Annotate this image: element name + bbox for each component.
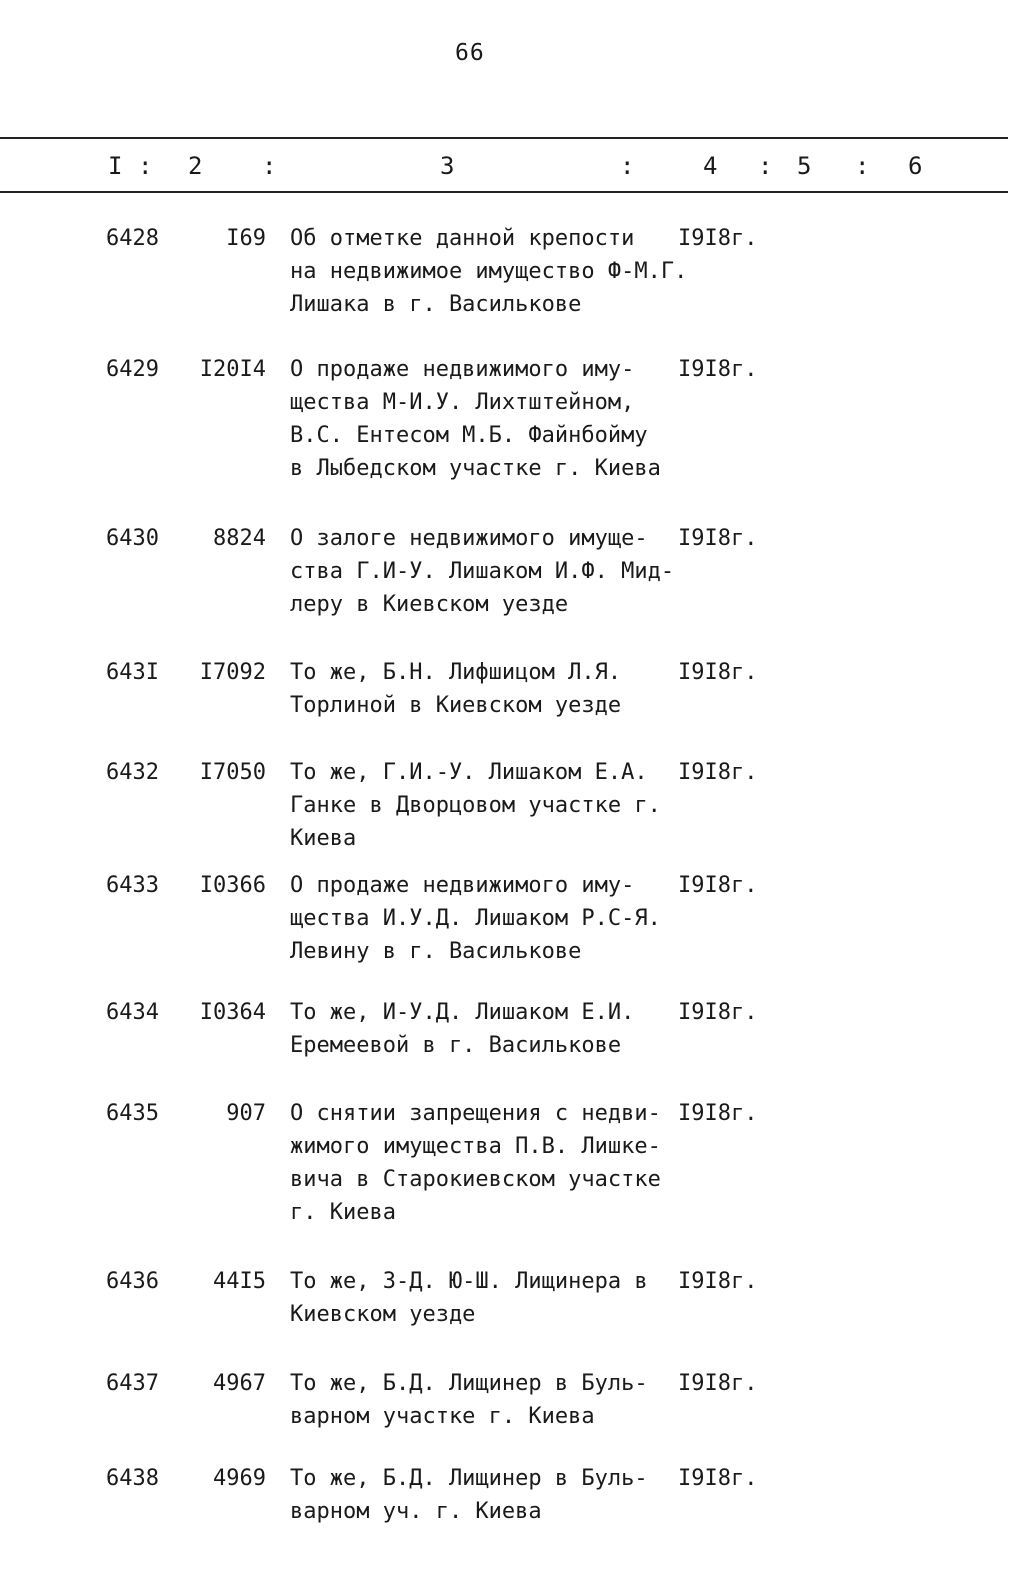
description-line: То же, З-Д. Ю-Ш. Лищинера в (290, 1269, 648, 1294)
entry-year: I9I8г. (678, 1269, 758, 1294)
description-line: О снятии запрещения с недви- (290, 1101, 661, 1126)
column-separator: : (855, 152, 870, 180)
entry-year: I9I8г. (678, 873, 758, 898)
entry-year: I9I8г. (678, 1371, 758, 1396)
entry-file-number: 907 (226, 1101, 266, 1126)
description-line: ства Г.И-У. Лишаком И.Ф. Мид- (290, 559, 675, 584)
description-line: леру в Киевском уезде (290, 592, 569, 617)
description-line: в Лыбедском участке г. Киева (290, 456, 661, 481)
entry-description (290, 656, 680, 722)
entry-description (290, 222, 688, 321)
entry-description (290, 522, 680, 621)
description-line: Киевском уезде (290, 1302, 476, 1327)
description-line: Левину в г. Василькове (290, 939, 582, 964)
description-line: Киева (290, 826, 357, 851)
column-header-4: 4 (703, 152, 718, 180)
description-line: варном участке г. Киева (290, 1404, 595, 1429)
entry-file-number: I0364 (199, 1000, 266, 1025)
entry-year: I9I8г. (678, 226, 758, 251)
description-line: То же, Б.Д. Лищинер в Буль- (290, 1371, 648, 1396)
entry-file-number: I7092 (199, 660, 266, 685)
entry-file-number: 8824 (213, 526, 266, 551)
entry-description (290, 1462, 680, 1528)
description-line: щества И.У.Д. Лишаком Р.С-Я. (290, 906, 661, 931)
column-header-3: 3 (440, 152, 455, 180)
entry-file-number: 4969 (213, 1466, 266, 1491)
entry-description (290, 869, 680, 968)
entry-description (290, 996, 680, 1062)
description-line: щества М-И.У. Лихтштейном, (290, 390, 635, 415)
entry-number: 6430 (106, 526, 159, 551)
description-line: вича в Старокиевском участке (290, 1167, 661, 1192)
description-line: То же, Б.Н. Лифшицом Л.Я. (290, 660, 622, 685)
entry-file-number: I69 (226, 226, 266, 251)
entry-number: 6437 (106, 1371, 159, 1396)
column-header-6: 6 (908, 152, 923, 180)
description-line: Лишака в г. Василькове (290, 292, 582, 317)
entry-file-number: 44I5 (213, 1269, 266, 1294)
description-line: на недвижимое имущество Ф-М.Г. (290, 259, 688, 284)
entry-number: 6438 (106, 1466, 159, 1491)
entry-number: 643I (106, 660, 159, 685)
entry-year: I9I8г. (678, 1101, 758, 1126)
description-line: жимого имущества П.В. Лишке- (290, 1134, 661, 1159)
entry-year: I9I8г. (678, 526, 758, 551)
entry-number: 6429 (106, 357, 159, 382)
column-separator: : (758, 152, 773, 180)
entry-description (290, 1367, 680, 1433)
column-separator: : (138, 152, 153, 180)
header-rule-bottom (0, 191, 1008, 193)
entry-description (290, 756, 680, 855)
entry-file-number: 4967 (213, 1371, 266, 1396)
column-separator: : (262, 152, 277, 180)
entry-file-number: I7050 (199, 760, 266, 785)
description-line: Ганке в Дворцовом участке г. (290, 793, 661, 818)
entry-number: 6432 (106, 760, 159, 785)
entry-year: I9I8г. (678, 760, 758, 785)
entry-description (290, 353, 680, 485)
entry-year: I9I8г. (678, 660, 758, 685)
description-line: г. Киева (290, 1200, 396, 1225)
column-header-5: 5 (797, 152, 812, 180)
entry-year: I9I8г. (678, 357, 758, 382)
entry-number: 6435 (106, 1101, 159, 1126)
description-line: О продаже недвижимого иму- (290, 357, 635, 382)
column-header-2: 2 (188, 152, 203, 180)
entry-year: I9I8г. (678, 1000, 758, 1025)
column-header-1: I (108, 152, 123, 180)
entry-number: 6433 (106, 873, 159, 898)
description-line: О продаже недвижимого иму- (290, 873, 635, 898)
description-line: То же, И-У.Д. Лишаком Е.И. (290, 1000, 635, 1025)
entry-year: I9I8г. (678, 1466, 758, 1491)
header-rule-top (0, 137, 1008, 139)
description-line: варном уч. г. Киева (290, 1499, 542, 1524)
description-line: То же, Г.И.-У. Лишаком Е.А. (290, 760, 648, 785)
entry-file-number: I0366 (199, 873, 266, 898)
description-line: Об отметке данной крепости (290, 226, 635, 251)
description-line: Торлиной в Киевском уезде (290, 693, 622, 718)
page-number: 66 (455, 40, 485, 66)
column-separator: : (620, 152, 635, 180)
entry-file-number: I20I4 (199, 357, 266, 382)
description-line: Еремеевой в г. Василькове (290, 1033, 622, 1058)
entry-description (290, 1097, 680, 1229)
description-line: В.С. Ентесом М.Б. Файнбойму (290, 423, 648, 448)
description-line: О залоге недвижимого имуще- (290, 526, 648, 551)
entry-number: 6436 (106, 1269, 159, 1294)
entry-number: 6428 (106, 226, 159, 251)
entry-number: 6434 (106, 1000, 159, 1025)
entry-description (290, 1265, 680, 1331)
description-line: То же, Б.Д. Лищинер в Буль- (290, 1466, 648, 1491)
